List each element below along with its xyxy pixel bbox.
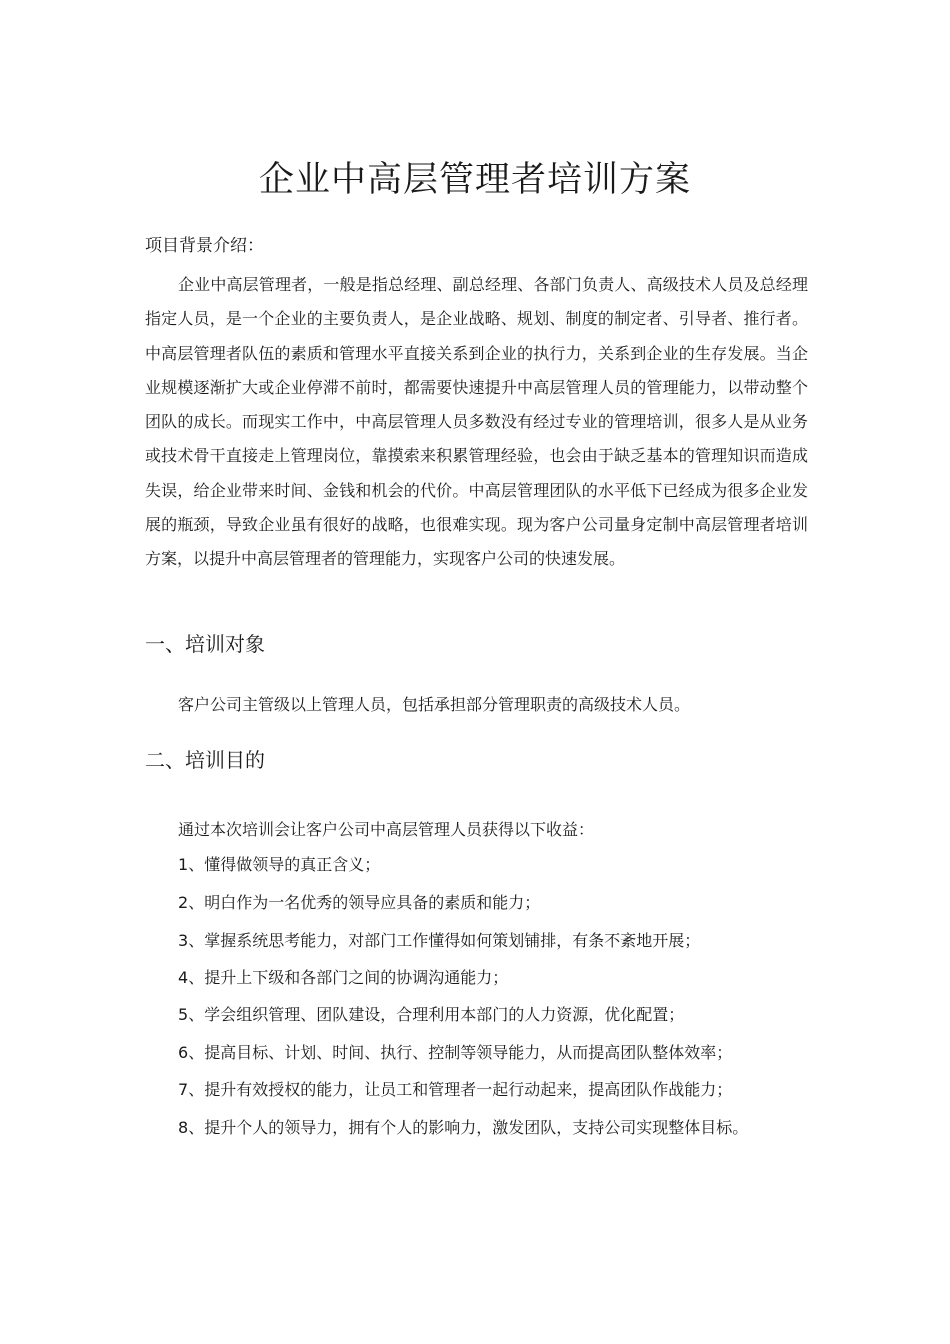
background-paragraph: 企业中高层管理者，一般是指总经理、副总经理、各部门负责人、高级技术人员及总经理指定人员，是一个企业的主要负责人，是企业战略、规划、制度的制定者、引导者、推行者。中高层管理者队伍的素质和管理水平直接关系到企业的执行力，关系到企业的生存发展。当企业规模逐渐扩大或企业停滞不前时，都需要快速提升中高层管理人员的管理能力，以带动整个团队的成长。而现实工作中，中高层管理人员多数没有经过专业的管理培训，很多人是从业务或技术骨干直接走上管理岗位，靠摸索来积累管理经验，也会由于缺乏基本的管理知识而造成失误，给企业带来时间、金钱和机会的代价。中高层管理团队的水平低下已经成为很多企业发展的瓶颈，导致企业虽有很好的战略，也很难实现。现为客户公司量身定制中高层管理者培训方案，以提升中高层管理者的管理能力，实现客户公司的快速发展。 bbox=[145, 275, 808, 569]
list-item-text: 、提升有效授权的能力，让员工和管理者一起行动起来，提高团队作战能力； bbox=[188, 1080, 733, 1099]
list-item bbox=[178, 1002, 684, 1028]
list-item-text: 、学会组织管理、团队建设，合理利用本部门的人力资源，优化配置； bbox=[188, 1005, 685, 1024]
target-text: 客户公司主管级以上管理人员，包括承担部分管理职责的高级技术人员。 bbox=[178, 695, 691, 714]
section-heading-target: 一、培训对象 bbox=[145, 632, 265, 656]
list-item-number: 4 bbox=[178, 968, 189, 987]
list-item bbox=[178, 928, 700, 954]
list-item bbox=[178, 890, 540, 916]
list-item bbox=[178, 1077, 732, 1103]
list-item-text: 、提升上下级和各部门之间的协调沟通能力； bbox=[188, 968, 509, 987]
list-item-number: 5 bbox=[178, 1005, 189, 1024]
list-item-number: 2 bbox=[178, 893, 189, 912]
list-item-text: 、明白作为一名优秀的领导应具备的素质和能力； bbox=[188, 893, 541, 912]
purpose-intro: 通过本次培训会让客户公司中高层管理人员获得以下收益： bbox=[178, 820, 595, 839]
section-heading-purpose: 二、培训目的 bbox=[145, 748, 265, 772]
list-item-number: 3 bbox=[178, 931, 189, 950]
list-item bbox=[178, 1040, 732, 1066]
list-item-number: 7 bbox=[178, 1080, 189, 1099]
background-label: 项目背景介绍： bbox=[145, 236, 264, 256]
list-item-number: 6 bbox=[178, 1043, 189, 1062]
list-item-text: 、提高目标、计划、时间、执行、控制等领导能力，从而提高团队整体效率； bbox=[188, 1043, 733, 1062]
list-item-text: 、提升个人的领导力，拥有个人的影响力，激发团队，支持公司实现整体目标。 bbox=[188, 1118, 749, 1137]
list-item-text: 、掌握系统思考能力，对部门工作懂得如何策划铺排，有条不紊地开展； bbox=[188, 931, 701, 950]
list-item bbox=[178, 1115, 748, 1141]
list-item bbox=[178, 852, 380, 878]
list-item-text: 、懂得做领导的真正含义； bbox=[188, 855, 381, 874]
list-item-number: 8 bbox=[178, 1118, 189, 1137]
document-title: 企业中高层管理者培训方案 bbox=[258, 160, 691, 201]
list-item bbox=[178, 965, 508, 991]
list-item-number: 1 bbox=[178, 855, 189, 874]
